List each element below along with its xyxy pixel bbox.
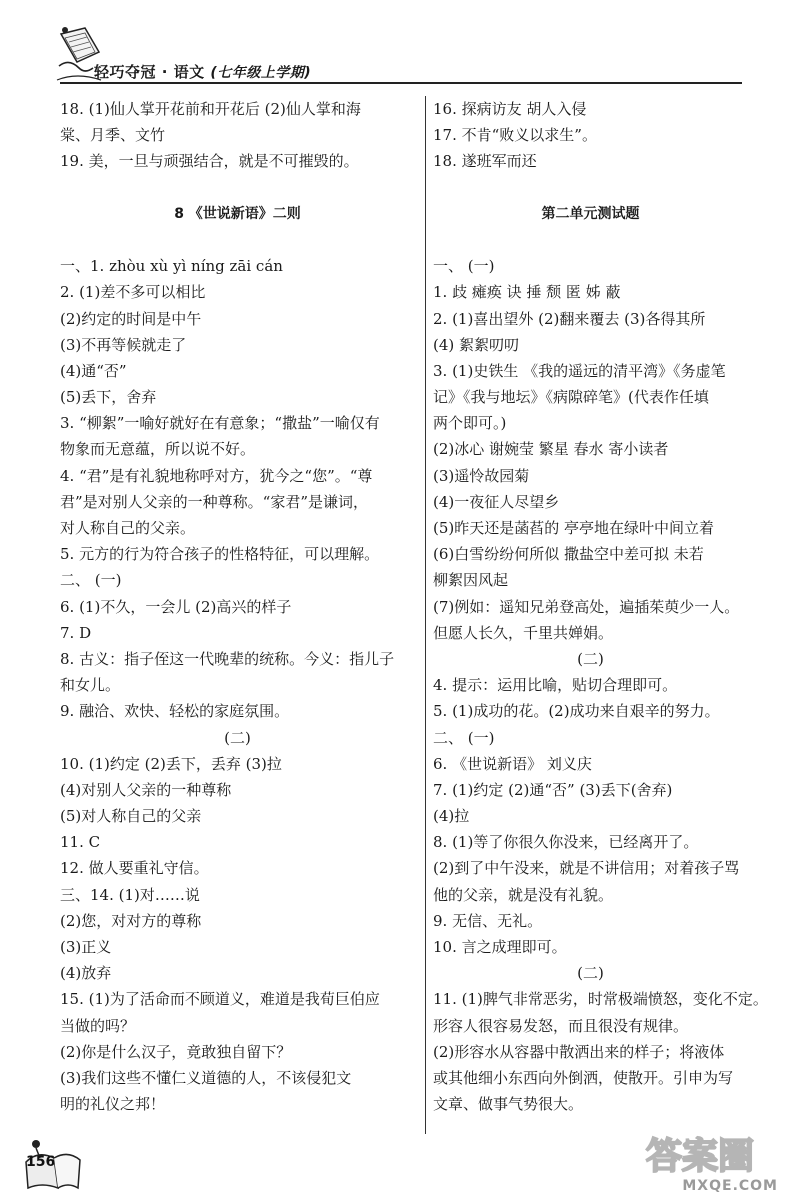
answer-line: (2)冰心 谢婉莹 繁星 春水 寄小读者 [433,440,669,459]
answer-line: 6. (1)不久，一会儿 (2)高兴的样子 [60,597,292,616]
watermark-text: 答案圈 [646,1136,755,1177]
answer-line: (2)到了中午没来，就是不讲信用；对着孩子骂 [433,859,740,878]
answer-line: (5)丢下，舍弃 [60,388,157,407]
answer-line: 记》《我与地坛》《病隙碎笔》(代表作任填 [433,388,709,407]
answer-line: (2)你是什么汉子，竟敢独自留下？ [60,1042,292,1061]
answer-line: 明的礼仪之邦！ [60,1095,166,1114]
answer-line: (5)昨天还是菡萏的 亭亭地在绿叶中间立着 [433,519,715,537]
answer-line: 11. (1)脾气非常恶劣，时常极端愤怒，变化不定。 [433,990,768,1009]
answer-line: (4) 絮絮叨叨 [433,335,520,354]
answer-line: (2)约定的时间是中午 [60,309,202,328]
section-heading: 第二单元测试题 [541,205,640,222]
answer-line: 对人称自己的父亲。 [60,519,196,537]
answer-line: 物象而无意蕴，所以说不好。 [60,440,256,459]
answer-line [433,175,748,201]
answer-line: 8. (1)等了你很久你没来，已经离开了。 [433,833,699,852]
answer-line: 君”是对别人父亲的一种尊称。“家君”是谦词， [60,492,369,511]
answer-line: 当做的吗？ [60,1016,136,1035]
watermark-subtext: MXQE.COM [682,1178,778,1194]
answer-line: (2)您，对对方的尊称 [60,911,202,930]
answer-line: (2)形容水从容器中散洒出来的样子；将液体 [433,1042,725,1061]
answer-line: 18. (1)仙人掌开花前和开花后 (2)仙人掌和海 [60,100,361,118]
answer-line [60,175,415,201]
answer-line: (4)通“否” [60,361,127,380]
answer-line: 9. 无信、无礼。 [433,911,543,930]
answer-line: 和女儿。 [60,676,121,695]
answer-line: 二、 (一) [60,571,122,590]
answer-line: (4)一夜征人尽望乡 [433,492,560,511]
answer-line: (3)遥怜故园菊 [433,466,530,485]
answer-line: 8. 古义：指子侄这一代晚辈的统称。今义：指儿子 [60,649,395,668]
section-heading: 8 《世说新语》二则 [174,205,301,222]
answer-line: 19. 美，一旦与顽强结合，就是不可摧毁的。 [60,152,359,171]
answer-line: (6)白雪纷纷何所似 撒盐空中差可拟 未若 [433,545,704,564]
answer-line: 5. (1)成功的花。(2)成功来自艰辛的努力。 [433,702,720,721]
answer-line: 一、 (一) [433,257,495,276]
header-title [94,61,311,82]
header-rule [60,82,742,84]
answer-line: 18. 遂班军而还 [433,152,537,171]
page-number-badge [24,1132,84,1192]
answer-line: 12. 做人要重礼守信。 [60,859,209,878]
answer-line: (3)不再等候就走了 [60,335,187,354]
page-header [0,0,800,95]
answer-line: 二、 (一) [433,728,495,747]
answer-line [60,227,415,253]
page-number: 156 [26,1154,56,1170]
answer-line: 一、1. zhòu xù yì níng zāi cán [60,257,283,276]
answer-line: 或其他细小东西向外倒洒，使散开。引申为写 [433,1068,734,1087]
answer-line: (4)对别人父亲的一种尊称 [60,780,232,799]
answer-line: 4. “君”是有礼貌地称呼对方，犹今之“您”。“尊 [60,466,373,485]
answer-line: 9. 融洽、欢快、轻松的家庭氛围。 [60,702,290,721]
answer-line: 5. 元方的行为符合孩子的性格特征，可以理解。 [60,545,380,564]
answer-line [433,227,748,253]
answer-line: (二) [224,728,251,747]
answer-line: 11. C [60,833,101,852]
answer-line: 棠、月季、文竹 [60,126,166,145]
answer-line: (3)我们这些不懂仁义道德的人，不该侵犯文 [60,1068,352,1087]
answer-line: (4)拉 [433,807,470,826]
right-column [433,96,768,1117]
answer-line: 15. (1)为了活命而不顾道义，难道是我荀巨伯应 [60,990,380,1009]
answer-line: 1. 歧 瘫痪 诀 捶 颓 匿 姊 蔽 [433,283,621,302]
answer-line: 17. 不肯“败义以求生”。 [433,126,597,145]
left-column [60,96,415,1117]
header-subtitle: (七年级上学期) [210,65,312,81]
header-title-text: 轻巧夺冠 · 语文 [94,63,205,81]
answer-line: 文章、做事气势很大。 [433,1095,584,1114]
answer-line: 柳絮因风起 [433,571,509,590]
answer-line: 形容人很容易发怒，而且很没有规律。 [433,1016,689,1035]
answer-line: (二) [577,649,604,668]
answer-line: 两个即可。) [433,414,507,433]
answer-line: 6. 《世说新语》 刘义庆 [433,754,592,773]
answer-line: (7)例如：遥知兄弟登高处，遍插茱萸少一人。 [433,597,740,616]
answer-line: (4)放弃 [60,964,112,983]
answer-line: 10. (1)约定 (2)丢下，丢弃 (3)拉 [60,754,282,773]
answer-line: (二) [577,964,604,983]
answer-line: 2. (1)喜出望外 (2)翻来覆去 (3)各得其所 [433,309,706,328]
answer-line: 10. 言之成理即可。 [433,938,567,956]
answer-line: 4. 提示：运用比喻，贴切合理即可。 [433,676,678,695]
answer-line: (5)对人称自己的父亲 [60,807,202,826]
answer-line: (3)正义 [60,938,112,956]
answer-line: 三、14. (1)对……说 [60,885,200,904]
answer-line: 2. (1)差不多可以相比 [60,283,206,302]
answer-line: 16. 探病访友 胡人入侵 [433,100,587,118]
answer-line: 3. (1)史铁生 《我的遥远的清平湾》《务虚笔 [433,361,726,380]
answer-line: 7. (1)约定 (2)通“否” (3)丢下(舍弃) [433,780,673,799]
answer-line: 3. “柳絮”一喻好就好在有意象；“撒盐”一喻仅有 [60,414,380,433]
answer-line: 他的父亲，就是没有礼貌。 [433,885,614,904]
column-divider [425,96,426,1134]
answer-line: 7. D [60,623,92,642]
answer-line: 但愿人长久，千里共婵娟。 [433,623,614,642]
